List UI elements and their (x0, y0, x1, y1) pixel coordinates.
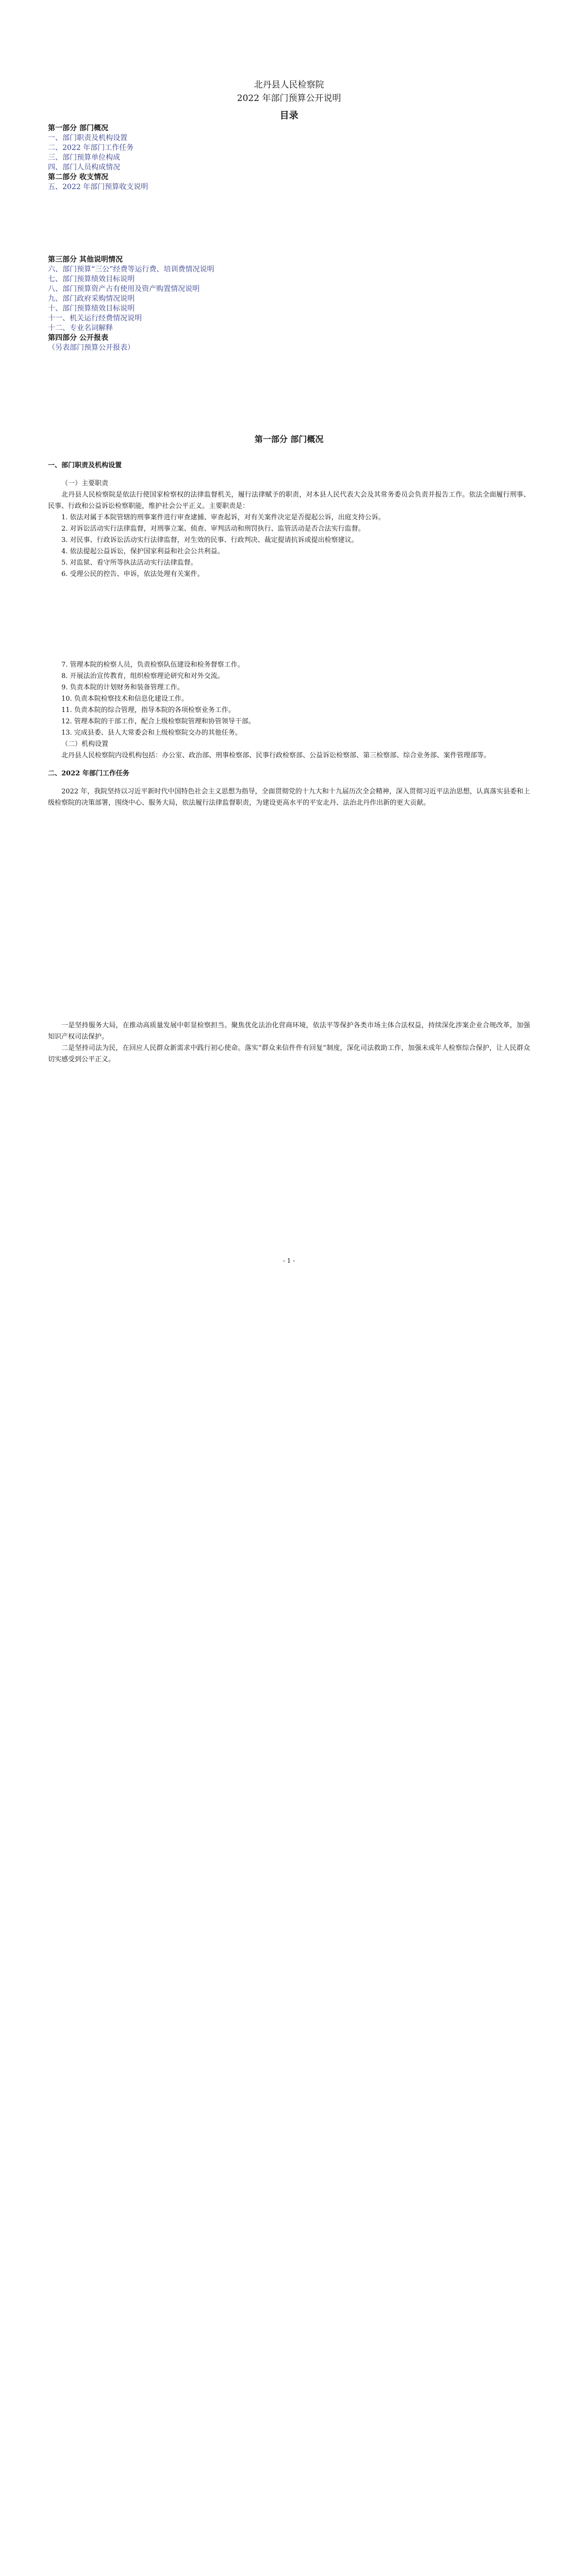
org-name: 北丹县人民检察院 (254, 80, 324, 90)
duty-item: 5. 对监狱、看守所等执法活动实行法律监督。 (61, 559, 197, 567)
page-part1 (0, 412, 578, 1278)
paragraph: 北丹县人民检察院内设机构包括：办公室、政治部、刑事检察部、民事行政检察部、公益诉讼检察部、第三检察部、综合业务部、案件管理部等。 (61, 752, 491, 759)
toc-item[interactable]: 七、部门预算绩效目标说明 (48, 275, 135, 283)
section-title: 一、部门职责及机构设置 (48, 462, 122, 469)
duty-item: 8. 开展法治宣传教育，组织检察理论研究和对外交流。 (61, 672, 224, 680)
duty-item: 7. 管理本院的检察人员，负责检察队伍建设和检务督察工作。 (61, 661, 244, 669)
duty-item: 12. 管理本院的干部工作，配合上级检察院管理和协管领导干部。 (61, 718, 255, 725)
toc-item[interactable]: 十一、机关运行经费情况说明 (48, 314, 142, 323)
toc-item[interactable]: 六、部门预算“三公”经费等运行费、培训费情况说明 (48, 265, 214, 274)
toc-item[interactable]: 第二部分 收支情况 (48, 173, 108, 181)
toc-list (48, 124, 512, 192)
paragraph: 二是坚持司法为民，在回应人民群众新需求中践行初心使命。落实“群众来信件件有回复”制度，深化司法救助工作，加强未成年人检察综合保护，让人民群众切实感受到公平正义。 (48, 1044, 530, 1063)
page-toc (0, 0, 578, 402)
toc-item[interactable]: 第四部分 公开报表 (48, 334, 108, 342)
duty-item: 11. 负责本院的综合管理，指导本院的各项检察业务工作。 (61, 706, 235, 714)
toc-item[interactable]: 九、部门政府采购情况说明 (48, 295, 135, 303)
toc-item[interactable]: 二、2022 年部门工作任务 (48, 144, 134, 152)
duty-item: 9. 负责本院的计划财务和装备管理工作。 (61, 684, 184, 691)
toc-item[interactable]: 十、部门预算绩效目标说明 (48, 304, 135, 313)
part1-heading: 第一部分 部门概况 (254, 434, 324, 444)
toc-item[interactable]: 四、部门人员构成情况 (48, 163, 120, 172)
duty-item: 13. 完成县委、县人大常委会和上级检察院交办的其他任务。 (61, 729, 242, 737)
part1-body-2 (48, 659, 530, 809)
subsection-title: （一）主要职责 (61, 480, 109, 487)
paragraph: 北丹县人民检察院是依法行使国家检察权的法律监督机关，履行法律赋予的职责，对本县人民代表大会及其常务委员会负责并报告工作。依法全面履行刑事、民事、行政和公益诉讼检察职能，维护社会公平正义。主要职责是： (48, 491, 530, 510)
duty-item: 10. 负责本院检察技术和信息化建设工作。 (61, 695, 188, 703)
paragraph: 一是坚持服务大局，在推动高质量发展中彰显检察担当。聚焦优化法治化营商环境，依法平等保护各类市场主体合法权益，持续深化涉案企业合规改革，加强知识产权司法保护。 (48, 1022, 530, 1041)
duty-item: 6. 受理公民的控告、申诉，依法处理有关案件。 (61, 570, 204, 578)
document-title: 2022 年部门预算公开说明 (237, 93, 341, 104)
subsection-title: （二）机构设置 (61, 740, 109, 748)
duty-item: 3. 对民事、行政诉讼活动实行法律监督，对生效的民事、行政判决、裁定提请抗诉或提出检察建议。 (61, 536, 358, 544)
toc-item[interactable]: 第三部分 其他说明情况 (48, 256, 123, 264)
toc-item[interactable]: 三、部门预算单位构成 (48, 154, 120, 162)
paragraph: 2022 年，我院坚持以习近平新时代中国特色社会主义思想为指导，全面贯彻党的十九大和十九届历次全会精神，深入贯彻习近平法治思想，认真落实县委和上级检察院的决策部署，围绕中心、服务大局，依法履行法律监督职责，为建设更高水平的平安北丹、法治北丹作出新的更大贡献。 (48, 788, 530, 807)
part1-body (48, 453, 530, 580)
toc-item[interactable]: 五、2022 年部门预算收支说明 (48, 183, 148, 191)
duty-item: 4. 依法提起公益诉讼，保护国家利益和社会公共利益。 (61, 548, 224, 555)
part1-body-3 (48, 1020, 530, 1065)
section-title: 二、2022 年部门工作任务 (48, 770, 129, 777)
duty-item: 1. 依法对属于本院管辖的刑事案件进行审查逮捕、审查起诉，对有关案件决定是否提起公诉，出庭支持公诉。 (61, 514, 385, 521)
toc-item[interactable]: 第一部分 部门概况 (48, 124, 108, 132)
toc-title: 目录 (279, 110, 299, 121)
toc-item[interactable]: 八、部门预算资产占有使用及资产购置情况说明 (48, 285, 200, 293)
toc-item[interactable]: 十二、专业名词解释 (48, 324, 113, 332)
toc-item[interactable]: 一、部门职责及机构设置 (48, 134, 127, 142)
duty-item: 2. 对诉讼活动实行法律监督，对刑事立案、侦查、审判活动和刑罚执行、监管活动是否合法实行监督。 (61, 525, 365, 533)
page-number: - 1 - (283, 1257, 295, 1264)
toc-item[interactable]: （另表部门预算公开报表） (48, 344, 135, 352)
toc-list-2 (48, 255, 512, 353)
